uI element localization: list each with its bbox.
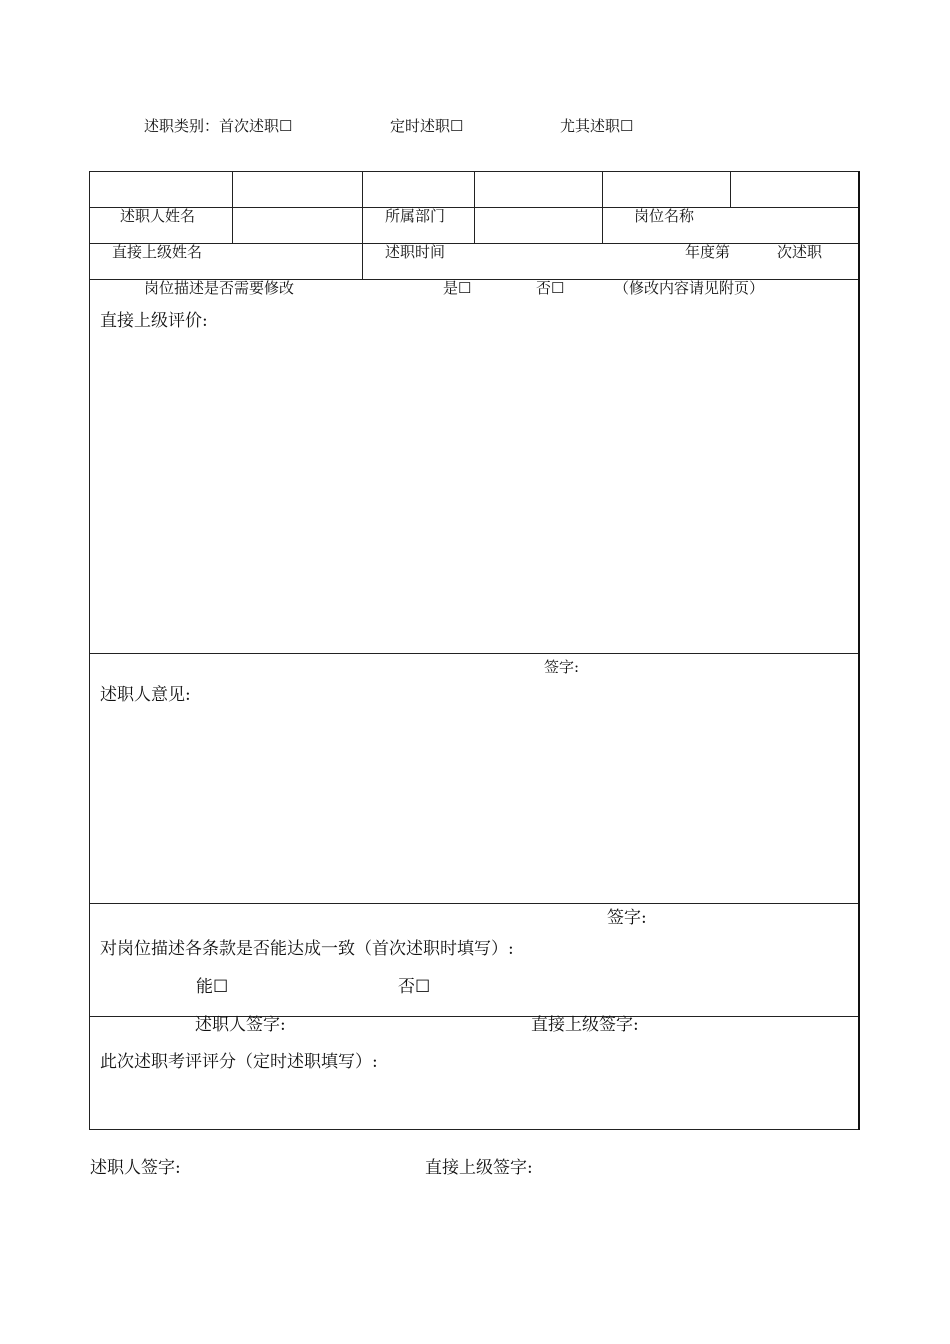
table-border-right: [858, 171, 860, 1130]
report-time-label: 述职时间: [385, 243, 446, 261]
agreement-question: 对岗位描述各条款是否能达成一致（首次述职时填写）:: [100, 939, 514, 959]
nth-report-label: 次述职: [777, 243, 823, 261]
modify-no-checkbox[interactable]: 否☐: [536, 279, 565, 297]
description-modify-question: 岗位描述是否需要修改: [144, 279, 295, 297]
table-border-bottom: [89, 1129, 859, 1130]
reporter-name-input[interactable]: [233, 208, 361, 242]
reporter-opinion-area[interactable]: [95, 712, 850, 897]
department-input[interactable]: [475, 208, 601, 242]
agree-no-checkbox[interactable]: 否☐: [398, 977, 431, 997]
modify-attachment-note: （修改内容请见附页）: [614, 279, 765, 297]
table-row-divider: [89, 243, 859, 244]
table-col-divider: [602, 171, 603, 243]
table-row-divider: [89, 653, 859, 654]
table-col-divider: [730, 171, 731, 207]
score-title: 此次述职考评评分（定时述职填写）:: [100, 1052, 378, 1072]
special-report-checkbox[interactable]: 尤其述职☐: [560, 117, 634, 135]
supervisor-evaluation-title: 直接上级评价:: [100, 311, 208, 331]
agreement-supervisor-signature: 直接上级签字:: [531, 1015, 639, 1035]
supervisor-evaluation-area[interactable]: [95, 338, 850, 643]
reporter-name-label: 述职人姓名: [120, 207, 196, 225]
reporter-opinion-title: 述职人意见:: [100, 685, 191, 705]
agreement-reporter-signature: 述职人签字:: [195, 1015, 286, 1035]
supervisor-signature-label: 签字:: [544, 658, 580, 676]
position-name-label: 岗位名称: [634, 207, 695, 225]
year-label: 年度第: [685, 243, 731, 261]
table-border-left: [89, 171, 90, 1129]
modify-yes-checkbox[interactable]: 是☐: [443, 279, 472, 297]
reporter-signature-label: 签字:: [607, 908, 647, 928]
blank-cell[interactable]: [90, 172, 231, 206]
report-category-label: 述职类别：首次述职☐: [144, 117, 293, 135]
footer-reporter-signature: 述职人签字:: [90, 1158, 181, 1178]
agree-can-checkbox[interactable]: 能☐: [196, 977, 229, 997]
scheduled-report-checkbox[interactable]: 定时述职☐: [390, 117, 464, 135]
supervisor-name-label: 直接上级姓名: [112, 243, 203, 261]
department-label: 所属部门: [385, 207, 446, 225]
footer-supervisor-signature: 直接上级签字:: [425, 1158, 533, 1178]
table-col-divider: [362, 171, 363, 279]
score-area[interactable]: [95, 1080, 850, 1124]
table-row-divider: [89, 903, 859, 904]
